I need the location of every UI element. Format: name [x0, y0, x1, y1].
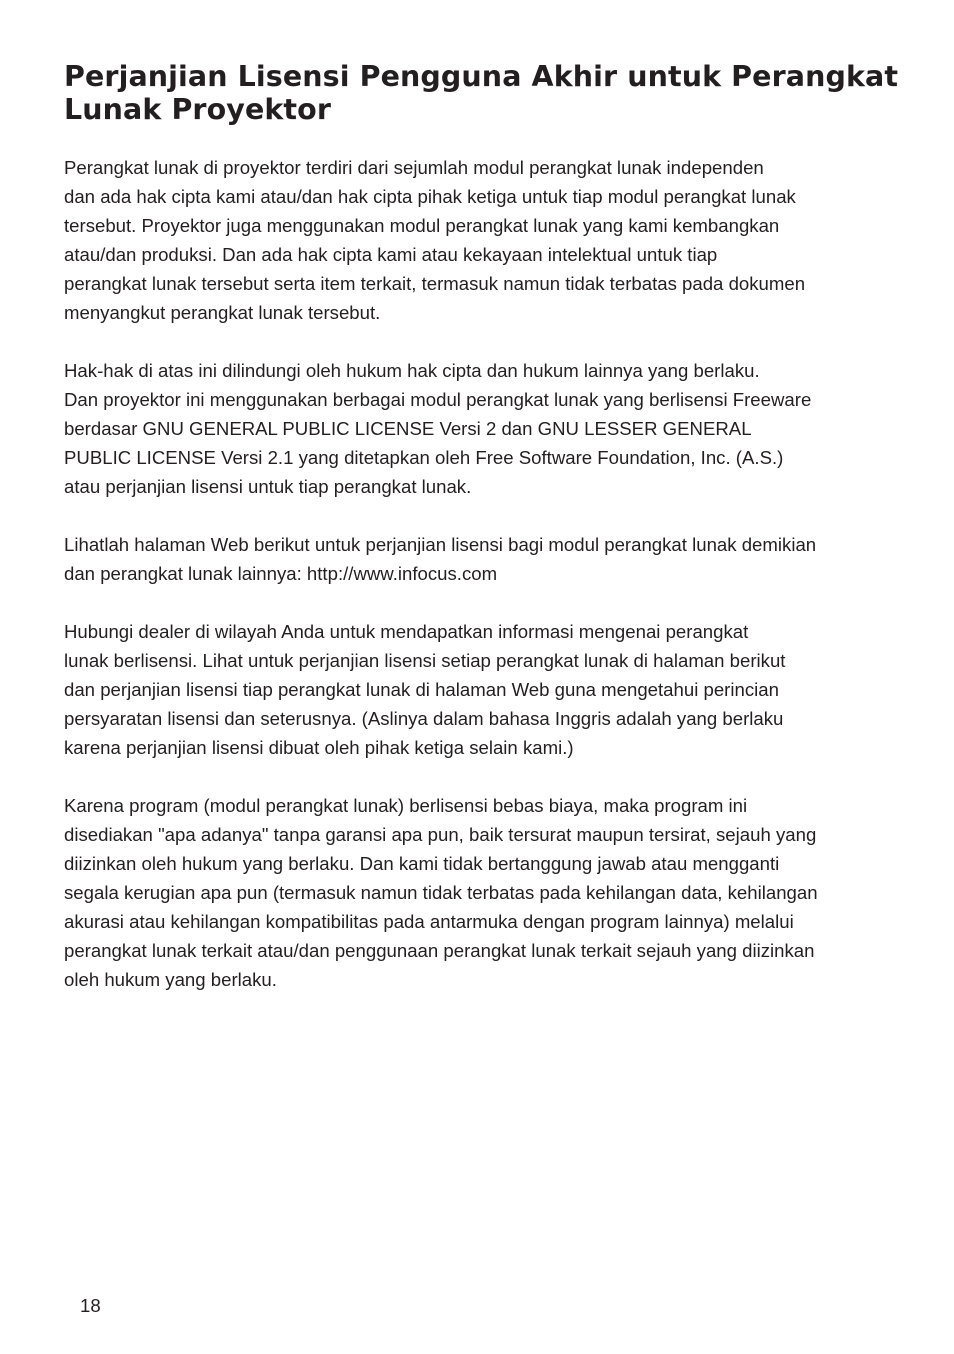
text-line: Lihatlah halaman Web berikut untuk perjanjian lisensi bagi modul perangkat lunak demikian — [64, 534, 817, 555]
text-line: Hubungi dealer di wilayah Anda untuk mendapatkan informasi mengenai perangkat — [64, 621, 749, 642]
text-line: berdasar GNU GENERAL PUBLIC LICENSE Versi 2 dan GNU LESSER GENERAL — [64, 418, 752, 439]
text-line: lunak berlisensi. Lihat untuk perjanjian lisensi setiap perangkat lunak di halaman berikut — [64, 650, 786, 671]
text-line: perangkat lunak tersebut serta item terkait, termasuk namun tidak terbatas pada dokumen — [64, 273, 806, 294]
paragraph-gnu-license — [64, 356, 894, 501]
title-line: Lunak Proyektor — [64, 93, 331, 126]
text-line: dan perjanjian lisensi tiap perangkat lunak di halaman Web guna mengetahui perincian — [64, 679, 779, 700]
text-line: Hak-hak di atas ini dilindungi oleh hukum hak cipta dan hukum lainnya yang berlaku. — [64, 360, 760, 381]
paragraph-software-copyright — [64, 153, 894, 327]
page-number: 18 — [80, 1295, 101, 1316]
text-line: Perangkat lunak di proyektor terdiri dari sejumlah modul perangkat lunak independen — [64, 157, 764, 178]
text-line: perangkat lunak terkait atau/dan penggunaan perangkat lunak terkait sejauh yang diizinkan — [64, 940, 815, 961]
paragraph-dealer-contact — [64, 617, 894, 762]
text-line: oleh hukum yang berlaku. — [64, 969, 277, 990]
text-line: dan ada hak cipta kami atau/dan hak cipta pihak ketiga untuk tiap modul perangkat lunak — [64, 186, 796, 207]
text-line: menyangkut perangkat lunak tersebut. — [64, 302, 381, 323]
body-text — [64, 153, 894, 1023]
title-line: Perjanjian Lisensi Pengguna Akhir untuk Perangkat — [64, 60, 899, 93]
text-line: Dan proyektor ini menggunakan berbagai modul perangkat lunak yang berlisensi Freeware — [64, 389, 812, 410]
text-line: akurasi atau kehilangan kompatibilitas pada antarmuka dengan program lainnya) melalui — [64, 911, 794, 932]
text-line: Karena program (modul perangkat lunak) berlisensi bebas biaya, maka program ini — [64, 795, 748, 816]
text-line: atau perjanjian lisensi untuk tiap perangkat lunak. — [64, 476, 472, 497]
text-line: dan perangkat lunak lainnya: http://www.infocus.com — [64, 563, 498, 584]
text-line: diizinkan oleh hukum yang berlaku. Dan kami tidak bertanggung jawab atau mengganti — [64, 853, 780, 874]
text-line: persyaratan lisensi dan seterusnya. (Aslinya dalam bahasa Inggris adalah yang berlaku — [64, 708, 784, 729]
text-line: segala kerugian apa pun (termasuk namun tidak terbatas pada kehilangan data, kehilangan — [64, 882, 818, 903]
page-title — [64, 60, 904, 126]
text-line: atau/dan produksi. Dan ada hak cipta kami atau kekayaan intelektual untuk tiap — [64, 244, 718, 265]
text-line: disediakan "apa adanya" tanpa garansi apa pun, baik tersurat maupun tersirat, sejauh yang — [64, 824, 817, 845]
text-line: karena perjanjian lisensi dibuat oleh pihak ketiga selain kami.) — [64, 737, 574, 758]
paragraph-web-reference — [64, 530, 894, 588]
paragraph-disclaimer — [64, 791, 894, 994]
text-line: tersebut. Proyektor juga menggunakan modul perangkat lunak yang kami kembangkan — [64, 215, 780, 236]
text-line: PUBLIC LICENSE Versi 2.1 yang ditetapkan oleh Free Software Foundation, Inc. (A.S.) — [64, 447, 784, 468]
